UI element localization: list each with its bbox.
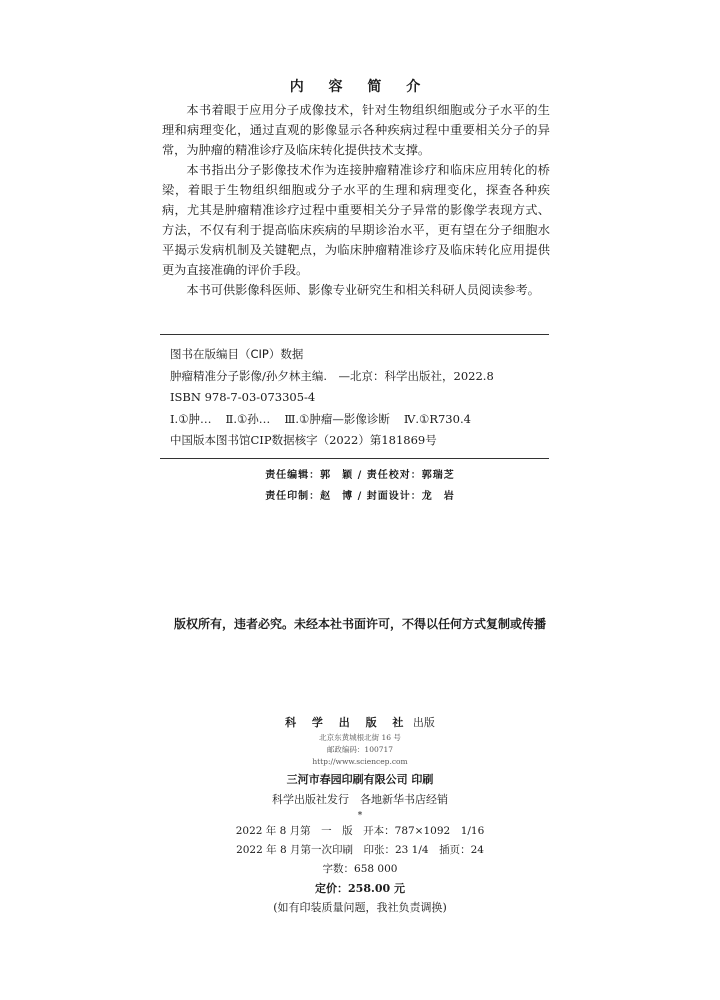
copyright-notice: 版权所有，违者必究。未经本社书面许可，不得以任何方式复制或传播 [173,617,546,631]
cip-class-1: Ⅰ.①肿… [170,411,212,426]
cip-book-info: 肿瘤精准分子影像/孙夕林主编. —北京：科学出版社，2022.8 [170,368,494,383]
summary-title: 内 容 简 介 [289,79,431,95]
summary-paragraph: 本书着眼于应用分子成像技术，针对生物组织细胞或分子水平的生理和病理变化，通过直观的影像显示各种疾病过程中重要相关分子的异常，为肿瘤的精准诊疗及临床转化提供技术支撑。 [162,103,550,157]
cip-isbn: ISBN 978-7-03-073305-4 [170,390,316,404]
cip-classification [170,409,549,431]
cip-class-4: Ⅳ.①R730.4 [403,411,471,426]
distribution-line: 科学出版社发行 各地新华书店经销 [272,793,448,806]
price: 定价：258.00 元 [315,882,405,895]
separator-star: * [357,811,363,821]
publisher-line [0,714,720,732]
edition-line: 2022 年 8 月第 一 版 开本：787×1092 1/16 [235,825,485,837]
summary-body [162,100,550,300]
word-count: 字数：658 000 [322,863,398,875]
publisher-suffix: 出版 [412,716,435,729]
editor-credits [0,465,720,507]
summary-paragraph: 本书指出分子影像技术作为连接肿瘤精准诊疗和临床应用转化的桥梁，着眼于生物组织细胞或分子水平的生理和病理变化，探查各种疾病，尤其是肿瘤精准诊疗过程中重要相关分子异常的影像学表现方式、方法，不仅有利于提高临床疾病的早期诊治水平，更有望在分子细胞水平揭示发病机制及关键靶点，为临床肿瘤精准诊疗及临床转化应用提供更为直接准确的评价手段。 [162,163,550,277]
quality-note: (如有印装质量问题，我社负责调换) [273,901,447,914]
publisher-website: http://www.sciencep.com [312,757,408,766]
cip-class-3: Ⅲ.①肿瘤—影像诊断 [284,411,390,426]
publisher-name: 科 学 出 版 社 [285,716,410,729]
cip-heading: 图书在版编目（CIP）数据 [170,347,304,361]
summary-paragraph: 本书可供影像科医师、影像专业研究生和相关科研人员阅读参考。 [186,283,540,297]
colophon [0,714,720,917]
publisher-address: 北京东黄城根北街 16 号 [319,733,401,742]
cip-verify-number: 中国版本图书馆CIP数据核字（2022）第181869号 [170,433,437,447]
cip-data-block [160,334,549,459]
cip-class-2: Ⅱ.①孙… [225,411,271,426]
printing-line: 2022 年 8 月第一次印刷 印张：23 1/4 插页：24 [236,844,484,856]
editor-line-1: 责任编辑：郭 颖 / 责任校对：郭瑞芝 [265,470,455,481]
publisher-postcode: 邮政编码：100717 [326,745,394,754]
editor-line-2: 责任印制：赵 博 / 封面设计：龙 岩 [265,491,455,502]
printer-line: 三河市春园印刷有限公司 印刷 [286,773,434,786]
